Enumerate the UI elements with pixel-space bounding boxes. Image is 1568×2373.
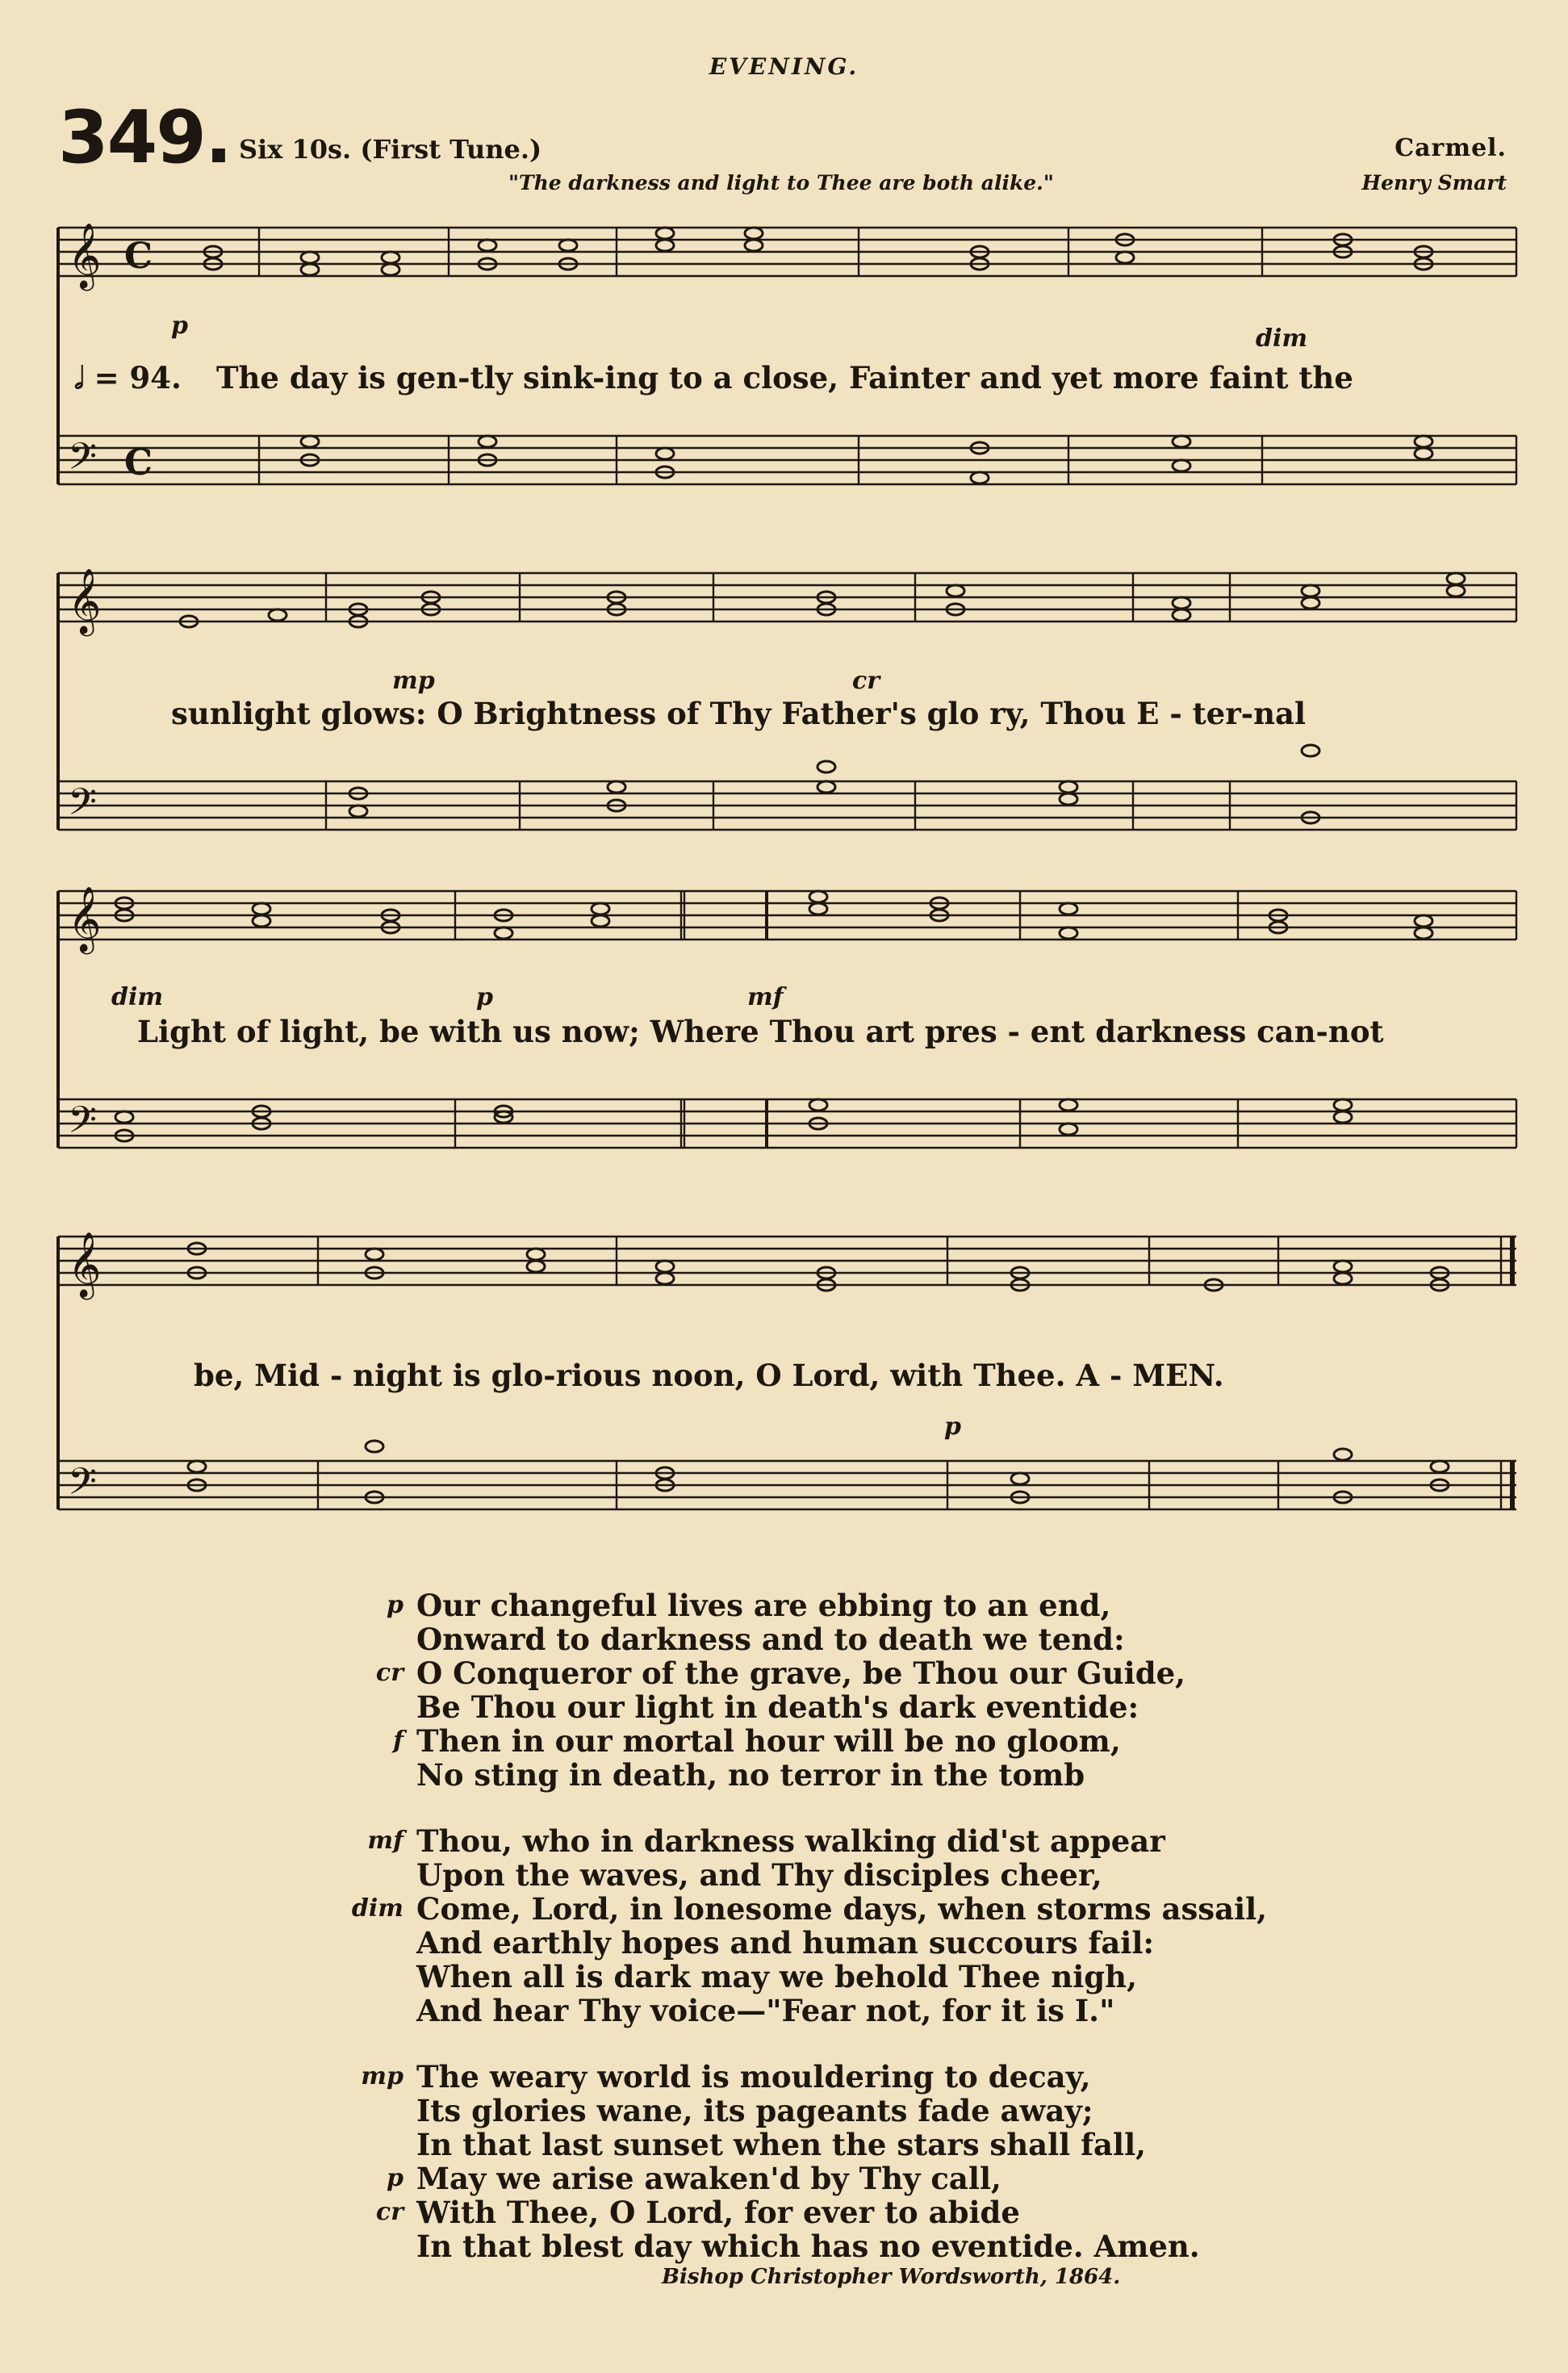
verse-line <box>355 2229 1323 2263</box>
verse-text: Come, Lord, in lonesome days, when storms assail, <box>416 1891 1268 1927</box>
tune-name: Carmel. <box>1394 134 1507 162</box>
svg-text:C: C <box>124 236 153 277</box>
verse-text: May we arise awaken'd by Thy call, <box>416 2161 1001 2196</box>
verse-line <box>351 1891 1323 1927</box>
dynamic-mark: mp <box>392 667 435 695</box>
verse-text: In that last sunset when the stars shall fall, <box>416 2127 1147 2162</box>
verse-text: When all is dark may we behold Thee nigh, <box>416 1959 1137 1994</box>
meter-label: Six 10s. (First Tune.) <box>239 134 542 165</box>
dynamic-mark: dim <box>111 983 164 1011</box>
dynamic-mark: mp <box>361 2062 403 2090</box>
lyric-line-3: Light of light, be with us now; Where Thou art pres - ent darkness can-not <box>137 1014 1384 1049</box>
svg-text:𝄢: 𝄢 <box>68 1099 98 1151</box>
verse-line <box>355 2060 1323 2094</box>
verse-text: Our changeful lives are ebbing to an end, <box>416 1588 1111 1623</box>
verses <box>351 1588 1323 2296</box>
stanza <box>351 1823 1323 2028</box>
verse-text: With Thee, O Lord, for ever to abide <box>416 2195 1020 2230</box>
verse-line <box>355 1758 1323 1792</box>
verse-line <box>355 1858 1323 1892</box>
dynamic-mark: p <box>387 2164 403 2192</box>
dynamic-mark: p <box>387 1591 403 1619</box>
svg-text:𝄞: 𝄞 <box>68 567 102 634</box>
verse-text: In that blest day which has no eventide. Amen. <box>416 2229 1200 2264</box>
verse-text: Upon the waves, and Thy disciples cheer, <box>416 1857 1102 1893</box>
author-credit: Bishop Christopher Wordsworth, 1864. <box>662 2265 1121 2289</box>
verse-text: And earthly hopes and human succours fail: <box>416 1925 1155 1961</box>
music-system-4 <box>52 1220 1520 1567</box>
svg-text:𝄢: 𝄢 <box>68 1460 98 1513</box>
verse-line <box>355 1960 1323 1994</box>
verse-line <box>355 2094 1323 2128</box>
epigraph: "The darkness and light to Thee are both alike." <box>508 171 1054 195</box>
svg-text:𝄞: 𝄞 <box>68 885 102 952</box>
lyric-line-1: The day is gen-tly sink-ing to a close, Fainter and yet more faint the <box>216 360 1353 396</box>
verse-line <box>355 1622 1323 1656</box>
verse-line <box>355 1824 1323 1858</box>
dynamic-mark: p <box>476 983 493 1011</box>
dynamic-mark: p <box>944 1412 961 1441</box>
dynamic-mark: f <box>393 1726 403 1755</box>
verse-line <box>355 1656 1323 1690</box>
verse-line <box>355 2162 1323 2195</box>
verse-text: Thou, who in darkness walking did'st appear <box>416 1823 1165 1859</box>
svg-text:𝄢: 𝄢 <box>68 781 98 833</box>
stanza <box>355 1588 1323 1792</box>
dynamic-mark: mf <box>367 1827 403 1855</box>
svg-text:𝄞: 𝄞 <box>68 1231 102 1297</box>
section-title: EVENING. <box>709 53 859 80</box>
verse-line <box>355 1994 1323 2028</box>
dynamic-mark: dim <box>1256 324 1308 353</box>
verse-text: Onward to darkness and to death we tend: <box>416 1622 1125 1657</box>
verse-text: Then in our mortal hour will be no gloom, <box>416 1723 1121 1759</box>
verse-text: Its glories wane, its pageants fade away; <box>416 2093 1093 2128</box>
composer: Henry Smart <box>1361 171 1507 195</box>
verse-line <box>355 1690 1323 1724</box>
dynamic-mark: cr <box>375 2198 403 2226</box>
tempo-mark: 𝅗𝅥 = 94. <box>74 360 182 396</box>
dynamic-mark: cr <box>375 1659 403 1687</box>
lyric-line-4: be, Mid - night is glo-rious noon, O Lord, with Thee. A - MEN. <box>194 1358 1224 1393</box>
verse-text: And hear Thy voice—"Fear not, for it is I." <box>416 1993 1115 2028</box>
verse-line <box>355 1926 1323 1960</box>
svg-text:𝄢: 𝄢 <box>68 435 98 488</box>
verse-line <box>355 1588 1323 1622</box>
verse-line <box>355 2195 1323 2229</box>
verse-text: O Conqueror of the grave, be Thou our Guide, <box>416 1655 1186 1691</box>
svg-text:𝄞: 𝄞 <box>68 222 102 288</box>
verse-text: Be Thou our light in death's dark eventide: <box>416 1689 1139 1725</box>
dynamic-mark: dim <box>351 1894 403 1923</box>
dynamic-mark: mf <box>747 983 784 1011</box>
verse-line <box>355 2128 1323 2162</box>
verse-line <box>355 1724 1323 1758</box>
dynamic-mark: p <box>171 312 188 340</box>
svg-text:C: C <box>124 442 153 483</box>
dynamic-mark: cr <box>852 667 880 695</box>
verse-text: No sting in death, no terror in the tomb <box>416 1757 1085 1793</box>
verse-text: The weary world is mouldering to decay, <box>416 2059 1091 2095</box>
stanza <box>355 2060 1323 2263</box>
lyric-line-2: sunlight glows: O Brightness of Thy Father's glo ry, Thou E - ter-nal <box>171 696 1306 731</box>
hymn-number: 349. <box>58 95 232 180</box>
